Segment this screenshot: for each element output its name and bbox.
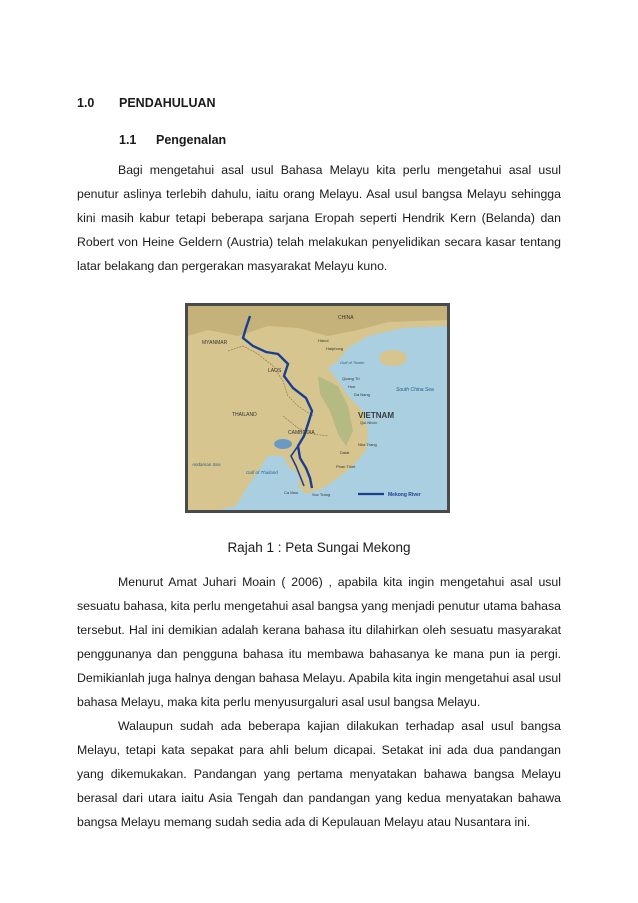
mekong-map xyxy=(188,306,447,510)
label-gulf-of-tonkin: Gulf of Tonkin xyxy=(340,360,365,365)
subsection-title: Pengenalan xyxy=(156,133,227,147)
section-number: 1.0 xyxy=(77,96,95,110)
figure-caption: Rajah 1 : Peta Sungai Mekong xyxy=(227,540,411,555)
label-south-china-sea: South China Sea xyxy=(396,387,434,393)
label-myanmar: MYANMAR xyxy=(202,340,228,346)
mekong-map-figure xyxy=(185,303,450,513)
label-gulf-of-thailand: Gulf of Thailand xyxy=(246,470,278,475)
hainan-island xyxy=(379,350,407,366)
label-thailand: THAILAND xyxy=(232,412,257,418)
subsection-number: 1.1 xyxy=(119,133,137,147)
label-hanoi: Hanoi xyxy=(318,338,329,343)
label-qui-nhon: Qui Nhon xyxy=(360,420,377,425)
label-dalat: Dalat xyxy=(340,450,350,455)
label-vietnam: VIETNAM xyxy=(358,411,394,420)
label-cambodia: CAMBODIA xyxy=(288,430,315,436)
label-quang-tri: Quang Tri xyxy=(342,376,360,381)
label-hue: Hue xyxy=(348,384,356,389)
label-nha-trang: Nha Trang xyxy=(358,442,377,447)
label-china: CHINA xyxy=(338,315,354,321)
paragraph-kajian: Walaupun sudah ada beberapa kajian dilakukan terhadap asal usul bangsa Melayu, tetapi kata sepakat para ahli belum dicapai. Setakat ini ada dua pandangan yang dikemukakan. Pandangan yang pertama menyatakan bahawa bangsa Melayu berasal dari utara iaitu Asia Tengah dan pandangan yang kedua menyatakan bahawa bangsa Melayu memang sudah sedia ada di Kepulauan Melayu atau Nusantara ini. xyxy=(77,719,561,829)
label-phan-thiet: Phan Thiet xyxy=(336,464,356,469)
label-andaman-sea: Andaman Sea xyxy=(192,462,221,467)
label-haiphong: Haiphong xyxy=(326,346,344,351)
paragraph-amat-juhari: Menurut Amat Juhari Moain ( 2006) , apabila kita ingin mengetahui asal usul sesuatu bahasa, kita perlu mengetahui asal bangsa yang menjadi penutur utama bahasa tersebut. Hal ini demikian adalah kerana bahasa itu dilahirkan oleh sesuatu masyarakat penggunanya dan pengguna bahasa itu membawa bahasanya ke mana pun ia pergi. Demikianlah juga halnya dengan bahasa Melayu. Apabila kita ingin mengetahui asal usul bahasa Melayu, maka kita perlu menyusurgaluri asal usul bangsa Melayu. xyxy=(77,575,562,709)
label-laos: LAOS xyxy=(268,368,282,374)
label-da-nang: Da Nang xyxy=(354,392,370,397)
section-title: PENDAHULUAN xyxy=(119,96,216,110)
paragraph-intro: Bagi mengetahui asal usul Bahasa Melayu kita perlu mengetahui asal usul penutur aslinya terlebih dahulu, iaitu orang Melayu. Asal usul bangsa Melayu sehingga kini masih kabur tetapi beberapa sarjana Eropah seperti Hendrik Kern (Belanda) dan Robert von Heine Geldern (Austria) telah melakukan penyelidikan secara kasar tentang latar belakang dan pergerakan masyarakat Melayu kuno. xyxy=(77,163,561,273)
tonle-sap-lake xyxy=(274,439,292,449)
label-ca-mau: Ca Mau xyxy=(284,490,299,495)
legend-label: Mekong River xyxy=(388,492,421,498)
label-soc-trang: Soc Trang xyxy=(312,492,331,497)
